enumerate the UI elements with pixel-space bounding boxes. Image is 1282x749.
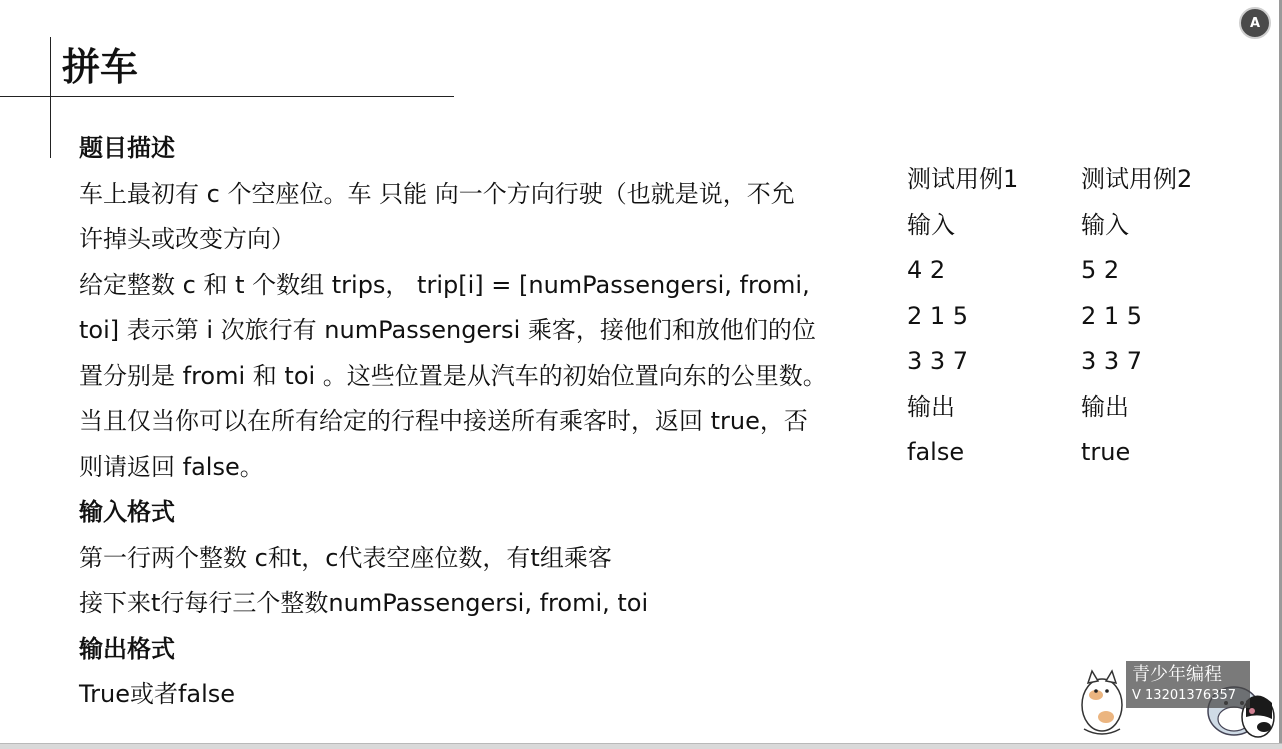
description-line: 车上最初有 c 个空座位。车 只能 向一个方向行驶（也就是说，不允 <box>79 179 795 208</box>
description-line: 许掉头或改变方向） <box>79 225 295 253</box>
test-case-line: 5 2 <box>1081 256 1120 284</box>
test-case-line: 输出 <box>907 392 955 421</box>
description-line: toi] 表示第 i 次旅行有 numPassengersi 乘客，接他们和放他们的位 <box>79 316 816 344</box>
test-case-line: 2 1 5 <box>1081 301 1143 330</box>
problem-description <box>79 126 859 718</box>
frame-vertical-line <box>50 37 51 158</box>
test-case-title: 测试用例2 <box>1081 165 1193 193</box>
test-case-line: false <box>907 438 965 466</box>
description-line: 第一行两个整数 c和t，c代表空座位数，有t组乘客 <box>79 543 612 572</box>
section-heading: 输入格式 <box>79 498 175 526</box>
description-line: 给定整数 c 和 t 个数组 trips， trip[i] = [numPassengersi, fromi, <box>79 270 810 299</box>
description-line: 则请返回 false。 <box>79 452 264 481</box>
description-line: 置分别是 fromi 和 toi 。这些位置是从汽车的初始位置向东的公里数。 <box>79 361 827 390</box>
test-case-title: 测试用例1 <box>907 165 1019 193</box>
watermark-phone: V 13201376357 <box>1132 688 1237 703</box>
translate-glyph: A <box>1249 15 1261 31</box>
watermark <box>1076 659 1276 741</box>
description-line: 当且仅当你可以在所有给定的行程中接送所有乘客时，返回 true，否 <box>79 407 808 435</box>
section-heading: 输出格式 <box>79 634 175 663</box>
section-heading: 题目描述 <box>79 134 175 162</box>
window-bottom-edge <box>0 743 1282 749</box>
test-case-line: 3 3 7 <box>907 347 969 375</box>
description-line: 接下来t行每行三个整数numPassengersi, fromi, toi <box>79 589 649 617</box>
watermark-label <box>1126 661 1250 708</box>
watermark-title: 青少年编程 <box>1132 664 1222 685</box>
test-case-line: 输入 <box>1081 210 1129 239</box>
description-line: True或者false <box>79 680 236 708</box>
frame-horizontal-line <box>0 96 454 97</box>
test-case-line: 输出 <box>1081 392 1129 421</box>
test-case-line: 3 3 7 <box>1081 347 1143 375</box>
test-case-line: 4 2 <box>907 256 946 284</box>
test-case-line: 2 1 5 <box>907 301 969 330</box>
page-title: 拼车 <box>62 45 139 89</box>
test-case-2 <box>1081 157 1192 476</box>
test-case-line: true <box>1081 438 1131 466</box>
translate-icon[interactable] <box>1239 7 1271 39</box>
test-case-1 <box>907 157 1018 476</box>
test-case-line: 输入 <box>907 210 955 239</box>
